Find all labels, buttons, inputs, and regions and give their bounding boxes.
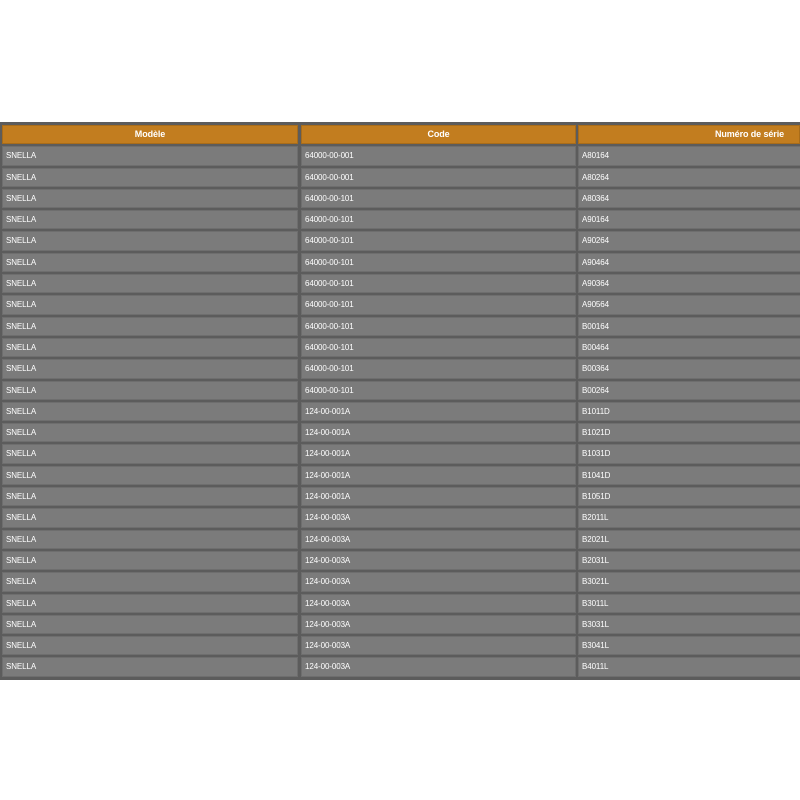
table-row[interactable] — [0, 486, 800, 507]
table-row[interactable] — [0, 358, 800, 379]
table-row[interactable] — [0, 380, 800, 401]
modele-cell: SNELLA — [2, 551, 298, 570]
modele-cell: SNELLA — [2, 487, 298, 506]
modele-cell: SNELLA — [2, 466, 298, 485]
serial-number-cell: B1051D — [578, 487, 800, 506]
table-row[interactable] — [0, 614, 800, 635]
modele-cell: SNELLA — [2, 210, 298, 229]
modele-cell: SNELLA — [2, 189, 298, 208]
code-cell: 64000-00-101 — [301, 231, 576, 250]
table-row[interactable] — [0, 230, 800, 251]
code-cell: 124-00-003A — [301, 615, 576, 634]
code-cell: 124-00-003A — [301, 508, 576, 527]
serial-number-cell: A90364 — [578, 274, 800, 293]
modele-cell: SNELLA — [2, 615, 298, 634]
serial-number-cell: B4011L — [578, 657, 800, 676]
table-row[interactable] — [0, 145, 800, 166]
code-cell: 124-00-001A — [301, 423, 576, 442]
table-row[interactable] — [0, 337, 800, 358]
serial-number-cell: A90464 — [578, 253, 800, 272]
code-cell: 64000-00-101 — [301, 253, 576, 272]
serial-number-cell: A80364 — [578, 189, 800, 208]
table-row[interactable] — [0, 188, 800, 209]
serial-number-cell: B00164 — [578, 317, 800, 336]
table-row[interactable] — [0, 316, 800, 337]
table-row[interactable] — [0, 252, 800, 273]
code-cell: 124-00-003A — [301, 551, 576, 570]
modele-cell: SNELLA — [2, 338, 298, 357]
code-cell: 124-00-003A — [301, 594, 576, 613]
modele-cell: SNELLA — [2, 423, 298, 442]
code-cell: 124-00-001A — [301, 444, 576, 463]
table-header-row — [0, 124, 800, 145]
table-row[interactable] — [0, 593, 800, 614]
serial-number-cell: B1011D — [578, 402, 800, 421]
modele-cell: SNELLA — [2, 594, 298, 613]
table-row[interactable] — [0, 422, 800, 443]
code-cell: 64000-00-101 — [301, 189, 576, 208]
code-cell: 124-00-003A — [301, 530, 576, 549]
modele-cell: SNELLA — [2, 146, 298, 165]
serial-number-cell: B2031L — [578, 551, 800, 570]
modele-cell: SNELLA — [2, 402, 298, 421]
serial-number-cell: B3011L — [578, 594, 800, 613]
serial-number-cell: B00464 — [578, 338, 800, 357]
code-cell: 124-00-001A — [301, 487, 576, 506]
table-row[interactable] — [0, 571, 800, 592]
modele-cell: SNELLA — [2, 317, 298, 336]
serial-number-cell: B3041L — [578, 636, 800, 655]
column-header-modele[interactable]: Modèle — [2, 125, 298, 144]
code-cell: 124-00-001A — [301, 402, 576, 421]
code-cell: 124-00-001A — [301, 466, 576, 485]
table-row[interactable] — [0, 507, 800, 528]
table-row[interactable] — [0, 209, 800, 230]
serial-number-cell: B2011L — [578, 508, 800, 527]
code-cell: 64000-00-101 — [301, 381, 576, 400]
code-cell: 64000-00-101 — [301, 210, 576, 229]
modele-cell: SNELLA — [2, 381, 298, 400]
data-table — [0, 122, 800, 680]
table-row[interactable] — [0, 273, 800, 294]
code-cell: 64000-00-001 — [301, 168, 576, 187]
code-cell: 64000-00-101 — [301, 274, 576, 293]
serial-number-cell: A90264 — [578, 231, 800, 250]
serial-number-cell: B00264 — [578, 381, 800, 400]
code-cell: 124-00-003A — [301, 657, 576, 676]
serial-number-cell: B3021L — [578, 572, 800, 591]
modele-cell: SNELLA — [2, 572, 298, 591]
modele-cell: SNELLA — [2, 636, 298, 655]
serial-number-cell: B1041D — [578, 466, 800, 485]
modele-cell: SNELLA — [2, 253, 298, 272]
serial-number-cell: B2021L — [578, 530, 800, 549]
serial-number-cell: A80264 — [578, 168, 800, 187]
serial-number-cell: B1021D — [578, 423, 800, 442]
code-cell: 64000-00-101 — [301, 359, 576, 378]
table-row[interactable] — [0, 465, 800, 486]
column-header-numero-de-serie[interactable]: Numéro de série — [578, 125, 800, 144]
serial-number-cell: B00364 — [578, 359, 800, 378]
modele-cell: SNELLA — [2, 168, 298, 187]
modele-cell: SNELLA — [2, 295, 298, 314]
table-row[interactable] — [0, 529, 800, 550]
serial-number-cell: A90164 — [578, 210, 800, 229]
table-row[interactable] — [0, 550, 800, 571]
code-cell: 124-00-003A — [301, 572, 576, 591]
modele-cell: SNELLA — [2, 444, 298, 463]
serial-number-cell: A90564 — [578, 295, 800, 314]
modele-cell: SNELLA — [2, 530, 298, 549]
serial-number-cell: A80164 — [578, 146, 800, 165]
table-row[interactable] — [0, 656, 800, 677]
modele-cell: SNELLA — [2, 359, 298, 378]
code-cell: 64000-00-001 — [301, 146, 576, 165]
serial-number-cell: B3031L — [578, 615, 800, 634]
modele-cell: SNELLA — [2, 274, 298, 293]
code-cell: 124-00-003A — [301, 636, 576, 655]
table-row[interactable] — [0, 635, 800, 656]
table-row[interactable] — [0, 443, 800, 464]
serial-number-cell: B1031D — [578, 444, 800, 463]
code-cell: 64000-00-101 — [301, 338, 576, 357]
code-cell: 64000-00-101 — [301, 317, 576, 336]
table-grid — [0, 124, 800, 678]
table-row[interactable] — [0, 167, 800, 188]
column-header-code[interactable]: Code — [301, 125, 576, 144]
modele-cell: SNELLA — [2, 508, 298, 527]
table-row[interactable] — [0, 401, 800, 422]
table-row[interactable] — [0, 294, 800, 315]
modele-cell: SNELLA — [2, 231, 298, 250]
code-cell: 64000-00-101 — [301, 295, 576, 314]
modele-cell: SNELLA — [2, 657, 298, 676]
